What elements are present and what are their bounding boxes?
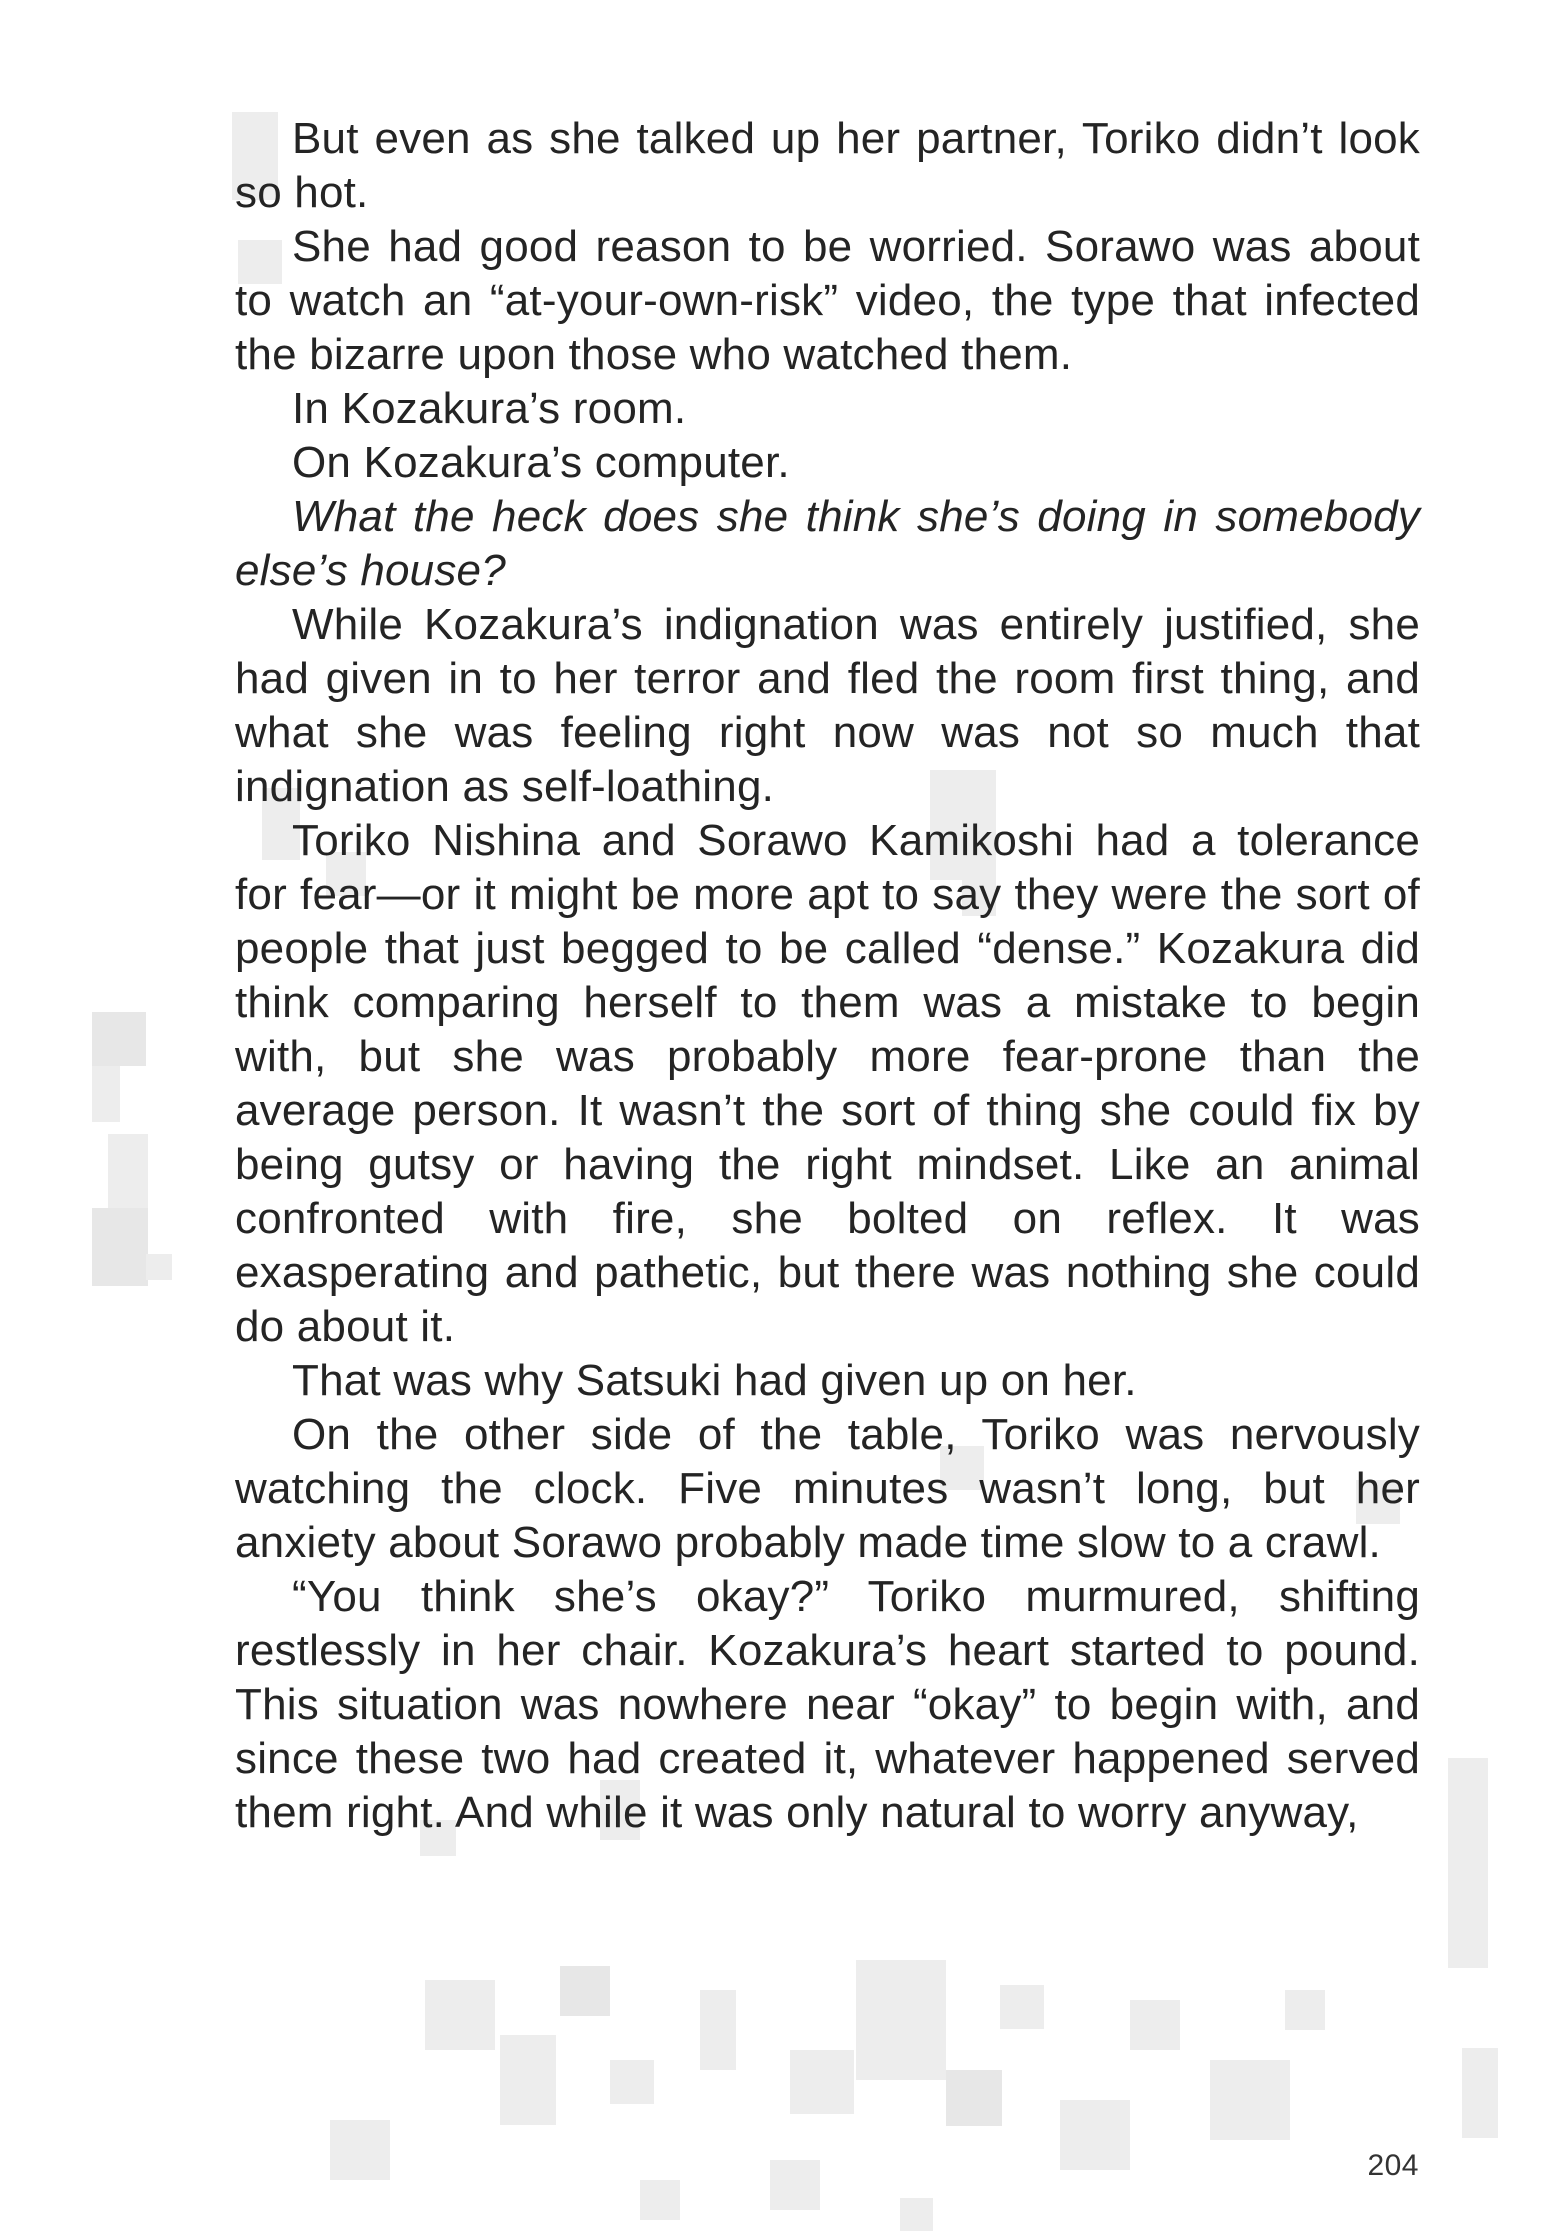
paragraph: Toriko Nishina and Sorawo Kamikoshi had a tolerance for fear—or it might be more apt to say they were the sort of people that just begged to be called “dense.” Kozakura did think comparing herself to them was a mistake to begin with, but she was probably more fear-prone than the average person. It wasn’t the sort of thing she could fix by being gutsy or having the right mindset. Like an animal confronted with fire, she bolted on reflex. It was exasperating and pathetic, but there was nothing she could do about it.: [235, 816, 1420, 1351]
pixel-decoration: [500, 2035, 556, 2125]
pixel-decoration: [1462, 2048, 1498, 2138]
paragraph: But even as she talked up her partner, Toriko didn’t look so hot.: [235, 114, 1420, 217]
pixel-decoration: [1448, 1758, 1488, 1968]
paragraph: On the other side of the table, Toriko was nervously watching the clock. Five minutes wasn’t long, but her anxiety about Sorawo probably made time slow to a crawl.: [235, 1410, 1420, 1567]
pixel-decoration: [92, 1012, 146, 1066]
pixel-decoration: [640, 2180, 680, 2220]
pixel-decoration: [92, 1208, 148, 1286]
pixel-decoration: [1285, 1990, 1325, 2030]
pixel-decoration: [946, 2070, 1002, 2126]
pixel-decoration: [1000, 1985, 1044, 2029]
paragraph: She had good reason to be worried. Sorawo was about to watch an “at-your-own-risk” video, the type that infected the bizarre upon those who watched them.: [235, 222, 1420, 379]
pixel-decoration: [560, 1966, 610, 2016]
paragraph: “You think she’s okay?” Toriko murmured, shifting restlessly in her chair. Kozakura’s heart started to pound. This situation was nowhere near “okay” to begin with, and since these two had created it, whatever happened served them right. And while it was only natural to worry anyway,: [235, 1572, 1420, 1837]
paragraph-italic: What the heck does she think she’s doing in somebody else’s house?: [235, 492, 1420, 595]
pixel-decoration: [790, 2050, 854, 2114]
pixel-decoration: [700, 1990, 736, 2070]
pixel-decoration: [900, 2198, 933, 2231]
pixel-decoration: [770, 2160, 820, 2210]
pixel-decoration: [146, 1254, 172, 1280]
page-number: 204: [1367, 2149, 1419, 2182]
pixel-decoration: [425, 1980, 495, 2050]
paragraph: On Kozakura’s computer.: [292, 438, 790, 487]
pixel-decoration: [108, 1134, 148, 1208]
paragraph: In Kozakura’s room.: [292, 384, 687, 433]
page-text: [235, 112, 1420, 1840]
pixel-decoration: [92, 1066, 120, 1122]
paragraph: While Kozakura’s indignation was entirely justified, she had given in to her terror and fled the room first thing, and what she was feeling right now was not so much that indignation as self-loathing.: [235, 600, 1420, 811]
paragraph: That was why Satsuki had given up on her.: [292, 1356, 1137, 1405]
pixel-decoration: [330, 2120, 390, 2180]
pixel-decoration: [1210, 2060, 1290, 2140]
pixel-decoration: [856, 1960, 946, 2080]
pixel-decoration: [1130, 2000, 1180, 2050]
pixel-decoration: [1060, 2100, 1130, 2170]
pixel-decoration: [610, 2060, 654, 2104]
